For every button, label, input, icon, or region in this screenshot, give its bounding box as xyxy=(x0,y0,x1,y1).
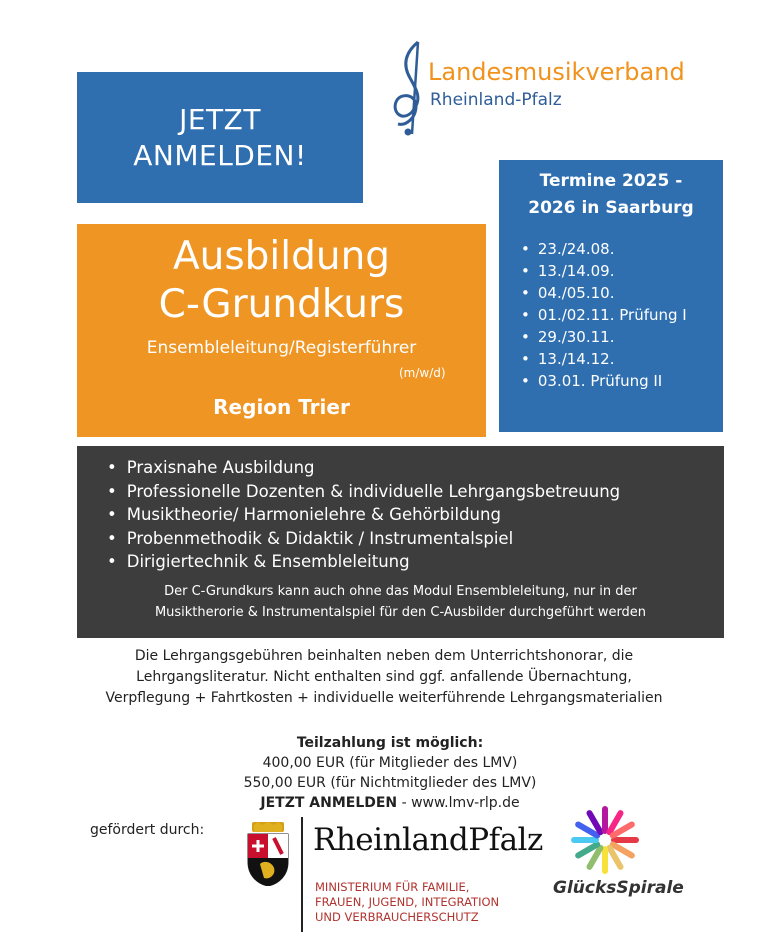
register-label: JETZT ANMELDEN xyxy=(260,795,398,811)
features-note-line-1: Der C-Grundkurs kann auch ohne das Modul Ensembleleitung, nur in der xyxy=(164,584,637,599)
price-nonmembers: 550,00 EUR (für Nichtmitglieder des LMV) xyxy=(243,775,537,791)
dates-list xyxy=(499,238,687,392)
gender-note: (m/w/d) xyxy=(399,366,446,380)
features-note xyxy=(77,581,724,623)
features-note-line-2: Musiktherorie & Instrumentalspiel für den C-Ausbilder durchgeführt werden xyxy=(154,605,647,620)
feature-item: • Professionelle Dozenten & individuelle Lehrgangsbetreuung xyxy=(107,480,620,504)
course-box xyxy=(77,224,486,437)
date-item: • 23./24.08. xyxy=(521,238,687,260)
gluecksspirale-name: GlücksSpirale xyxy=(553,878,684,898)
price-members: 400,00 EUR (für Mitglieder des LMV) xyxy=(262,755,518,771)
ministry-name xyxy=(315,880,499,925)
sponsor-divider xyxy=(301,817,303,932)
fees-line-3: Verpflegung + Fahrtkosten + individuelle weiterführende Lehrgangsmaterialien xyxy=(105,690,663,706)
ministry-line-3: UND VERBRAUCHERSCHUTZ xyxy=(315,910,479,924)
lmv-logo xyxy=(388,38,728,138)
features-box xyxy=(77,446,724,638)
feature-item: • Musiktheorie/ Harmonielehre & Gehörbildung xyxy=(107,503,620,527)
date-item: • 13./14.12. xyxy=(521,348,687,370)
funded-by-label: gefördert durch: xyxy=(90,822,205,838)
features-list xyxy=(107,456,620,574)
date-item: • 03.01. Prüfung II xyxy=(521,370,687,392)
payment-heading: Teilzahlung ist möglich: xyxy=(296,735,484,751)
rlp-wordmark: RheinlandPfalz xyxy=(313,822,543,858)
course-subtitle: Ensembleleitung/Registerführer xyxy=(146,338,417,358)
payment-section xyxy=(180,733,600,813)
fees-text xyxy=(50,646,718,709)
register-line xyxy=(180,793,600,813)
dates-heading xyxy=(499,168,723,222)
date-item: • 13./14.09. xyxy=(521,260,687,282)
cta-line-2: ANMELDEN! xyxy=(133,138,307,172)
register-now-banner xyxy=(77,72,363,203)
feature-item: • Praxisnahe Ausbildung xyxy=(107,456,620,480)
logo-name: Landesmusikverband xyxy=(428,58,685,86)
course-title-1: Ausbildung xyxy=(172,234,391,279)
website-link[interactable]: - www.lmv-rlp.de xyxy=(401,795,520,811)
fees-line-1: Die Lehrgangsgebühren beinhalten neben dem Unterrichtshonorar, die xyxy=(134,648,634,664)
logo-region: Rheinland-Pfalz xyxy=(430,90,562,110)
feature-item: • Probenmethodik & Didaktik / Instrumentalspiel xyxy=(107,527,620,551)
course-title-2: C-Grundkurs xyxy=(158,282,405,327)
dates-box xyxy=(499,160,723,432)
fees-line-2: Lehrgangsliteratur. Nicht enthalten sind ggf. anfallende Übernachtung, xyxy=(136,669,632,685)
feature-item: • Dirigiertechnik & Ensembleleitung xyxy=(107,550,620,574)
dates-heading-line-2: 2026 in Saarburg xyxy=(528,198,694,218)
date-item: • 01./02.11. Prüfung I xyxy=(521,304,687,326)
course-region: Region Trier xyxy=(213,395,350,419)
treble-clef-icon xyxy=(388,38,436,138)
coat-of-arms-icon xyxy=(246,822,290,886)
date-item: • 04./05.10. xyxy=(521,282,687,304)
cta-line-1: JETZT xyxy=(179,102,261,136)
date-item: • 29./30.11. xyxy=(521,326,687,348)
gluecksspirale-wheel-icon xyxy=(565,800,645,880)
ministry-line-2: FRAUEN, JUGEND, INTEGRATION xyxy=(315,895,500,909)
dates-heading-line-1: Termine 2025 - xyxy=(539,171,683,191)
ministry-line-1: MINISTERIUM FÜR FAMILIE, xyxy=(315,880,470,894)
